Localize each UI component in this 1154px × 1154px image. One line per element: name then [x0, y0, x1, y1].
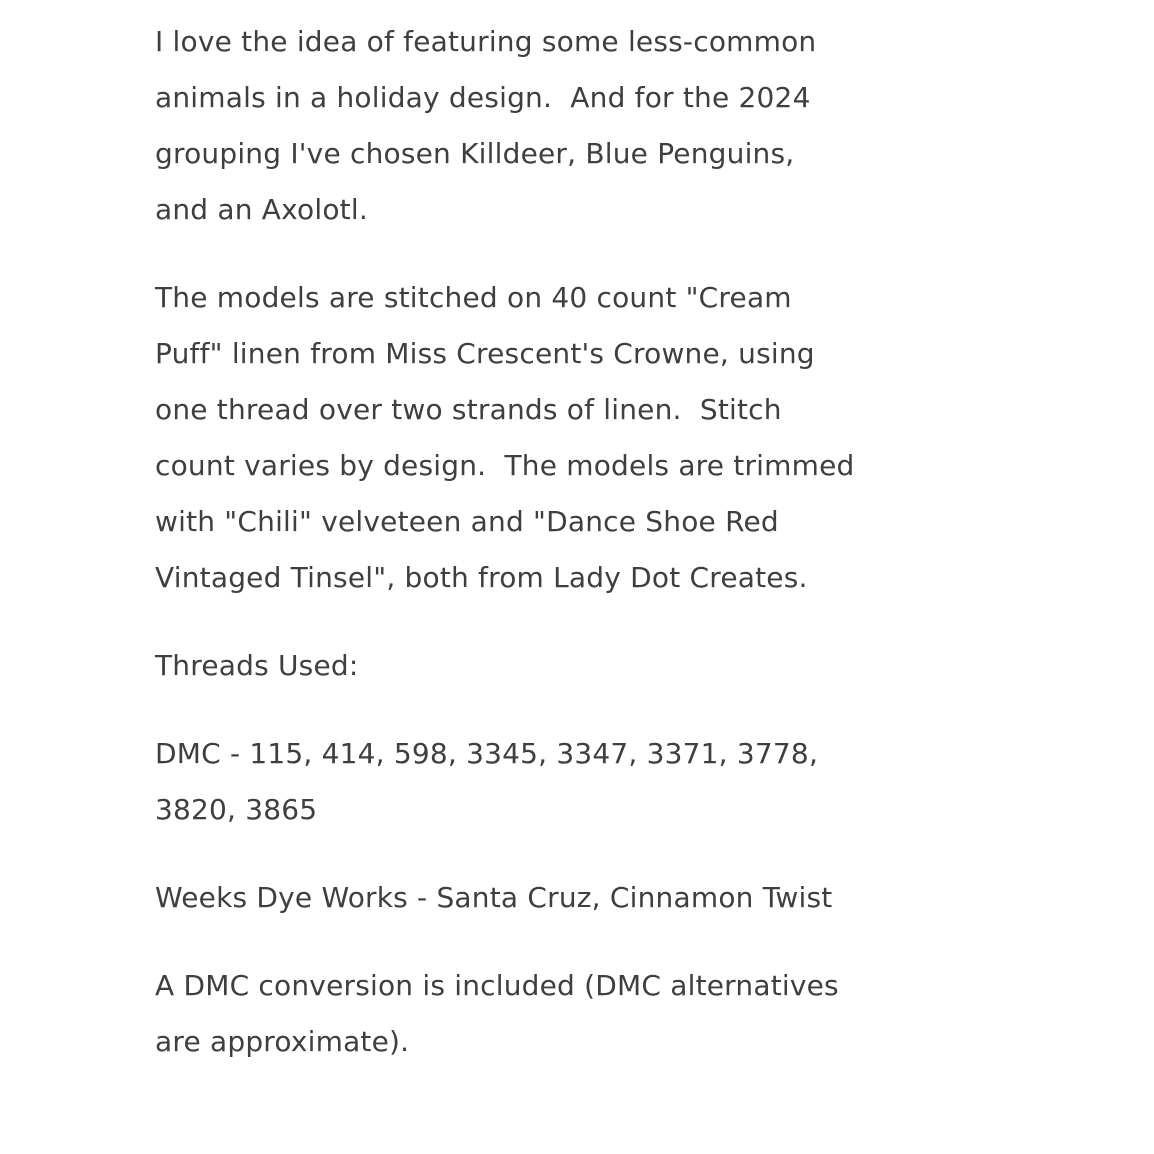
dmc-conversion-note: A DMC conversion is included (DMC alternatives are approximate).	[155, 969, 848, 1058]
weeks-dye-works-threads-list: Weeks Dye Works - Santa Cruz, Cinnamon Twist	[155, 881, 833, 914]
threads-used-heading: Threads Used:	[155, 649, 359, 682]
dmc-threads-list: DMC - 115, 414, 598, 3345, 3347, 3371, 3778, 3820, 3865	[155, 737, 828, 826]
description-materials-paragraph: The models are stitched on 40 count "Cream Puff" linen from Miss Crescent's Crowne, using one thread over two strands of linen. Stitch count varies by design. The models are trimmed with "Chili" velveteen and "Dance Shoe Red Vintaged Tinsel", both from Lady Dot Creates.	[155, 281, 864, 594]
description-intro-paragraph: I love the idea of featuring some less-common animals in a holiday design. And for the 2024 grouping I've chosen Killdeer, Blue Penguins, and an Axolotl.	[155, 25, 826, 226]
product-description	[155, 14, 864, 1070]
